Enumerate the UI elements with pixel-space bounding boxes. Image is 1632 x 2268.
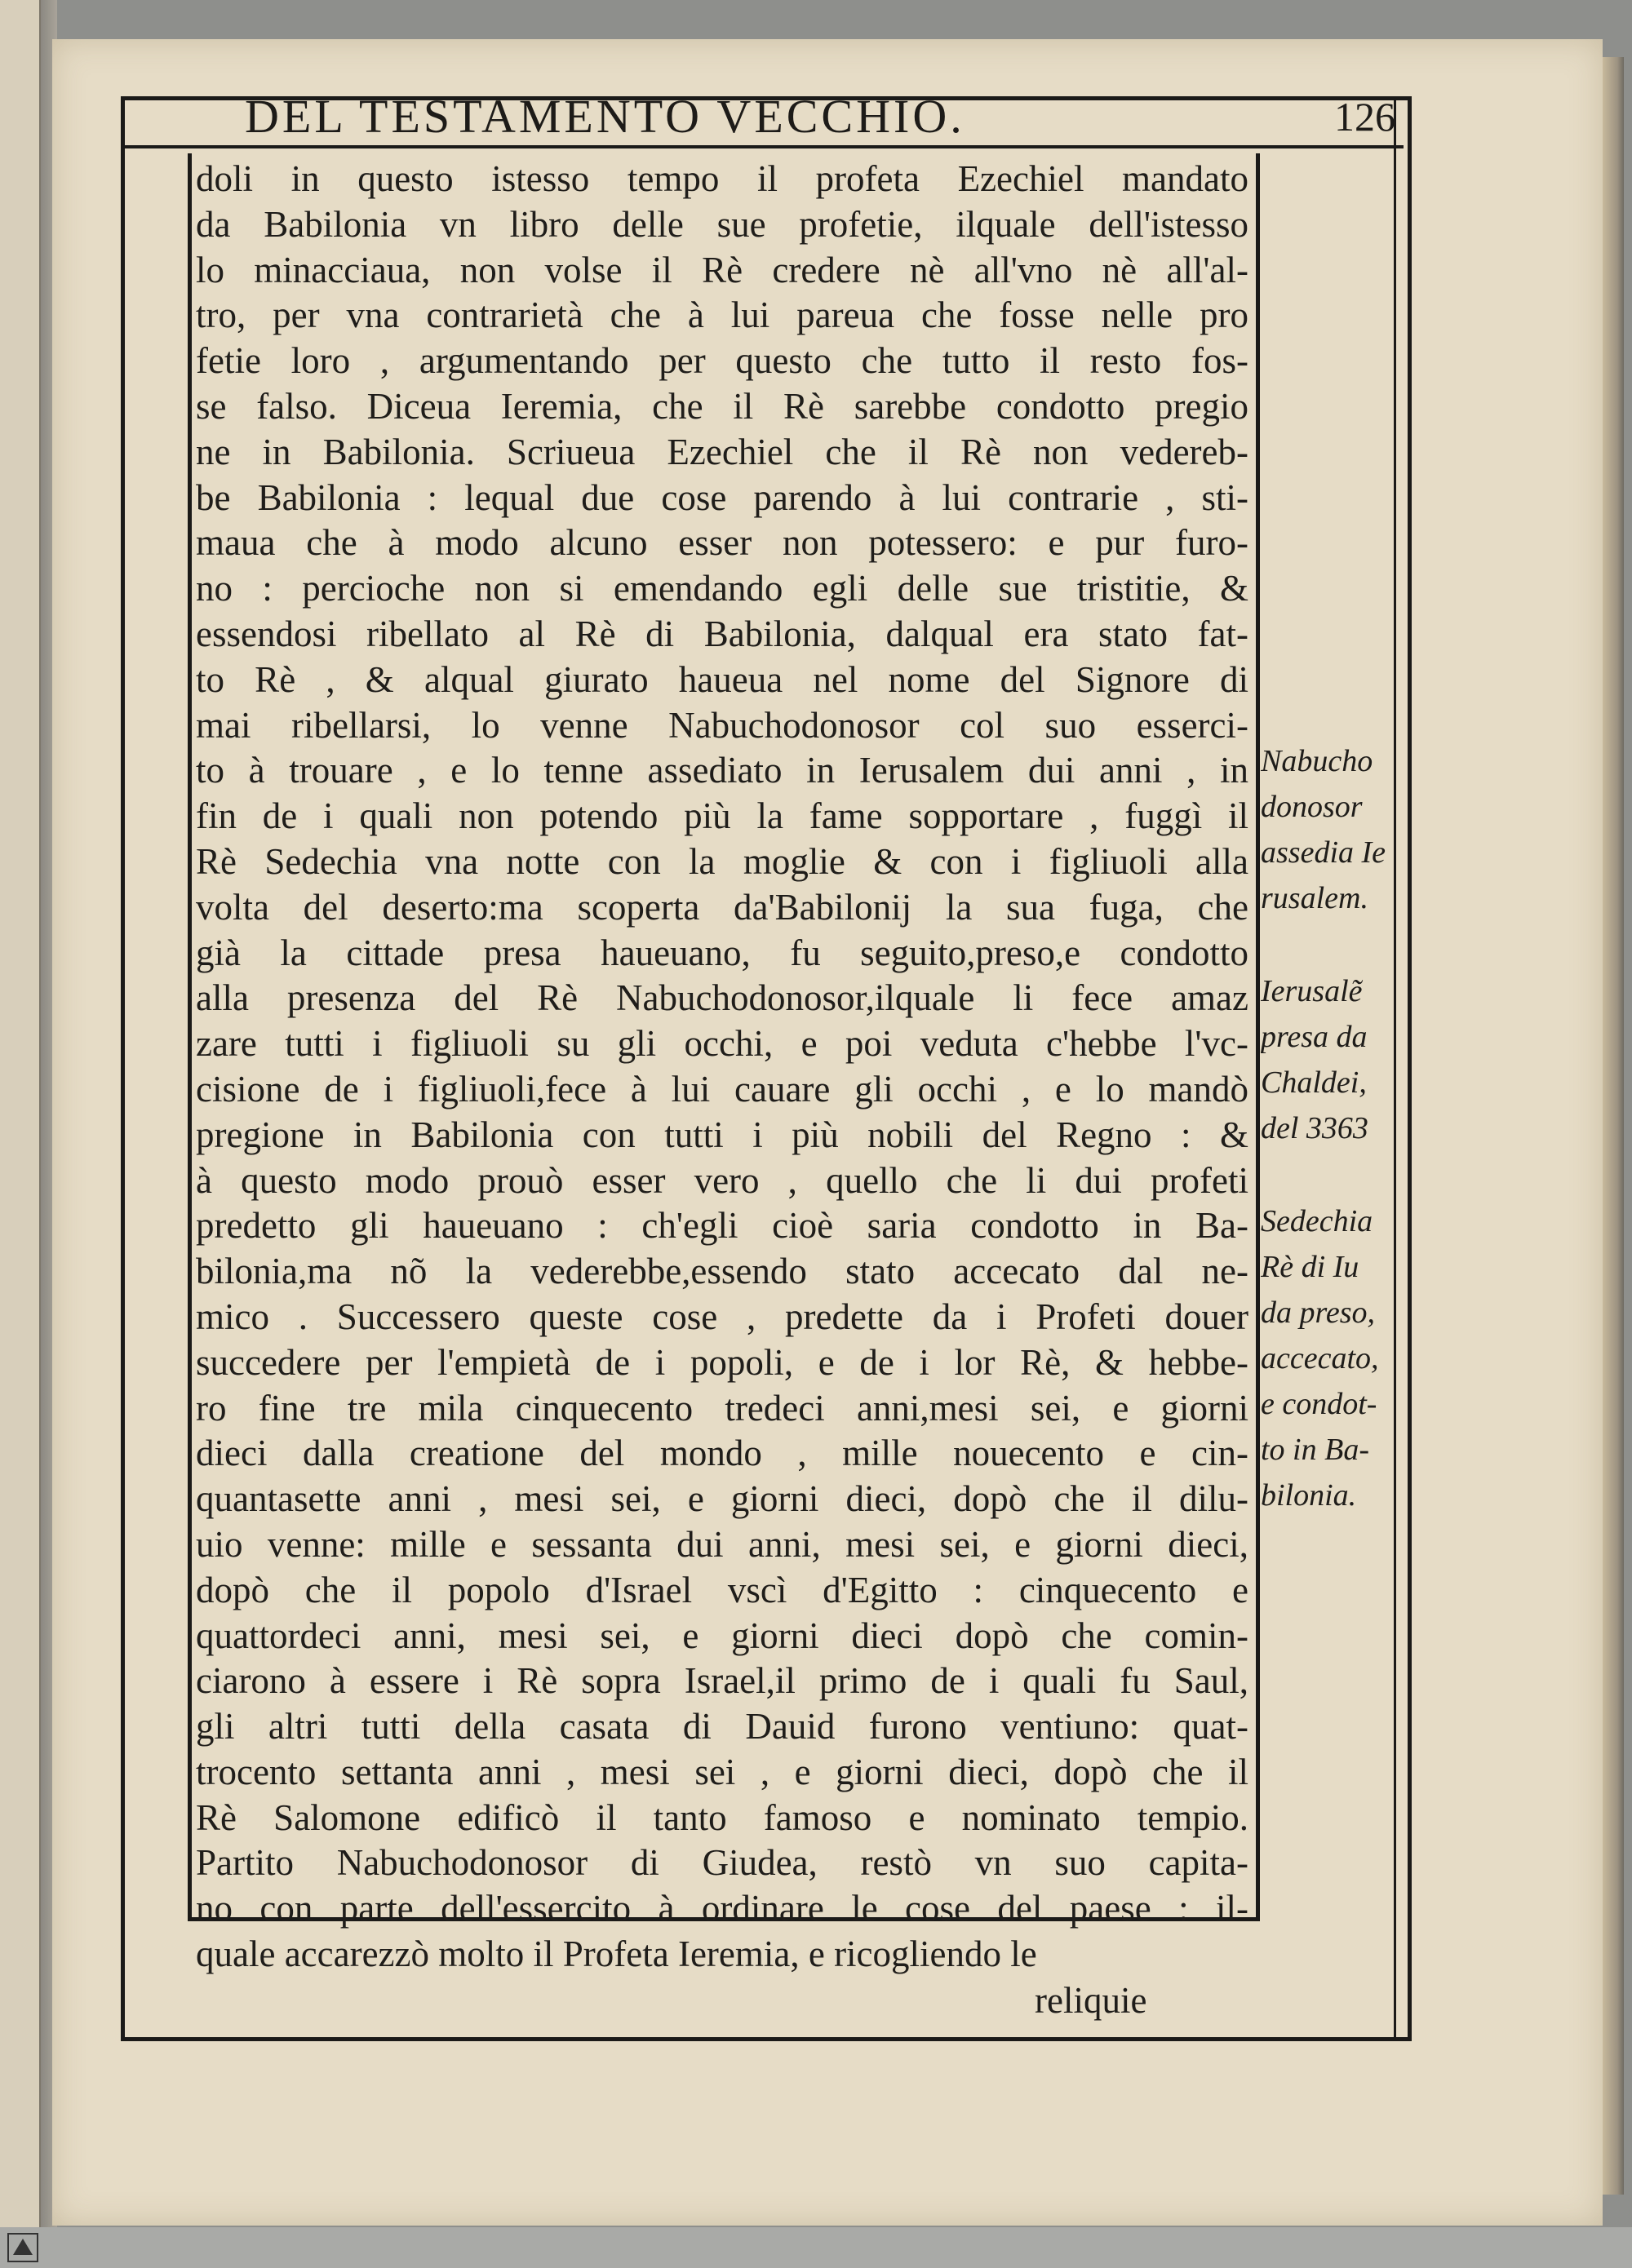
text-line: maua che à modo alcuno esser non potessero: e pur furo- <box>196 522 1248 564</box>
facing-page-edge <box>0 0 41 2227</box>
text-line: quattordeci anni, mesi sei, e giorni dieci dopò che comin- <box>196 1615 1248 1656</box>
text-line: dieci dalla creatione del mondo , mille nouecento e cin- <box>196 1433 1248 1474</box>
text-line: mico . Successero queste cose , predette da i Profeti douer <box>196 1296 1248 1337</box>
margin-note-line: donosor <box>1261 790 1363 824</box>
text-line: succedere per l'empietà de i popoli, e de i lor Rè, & hebbe- <box>196 1341 1248 1383</box>
text-line: à questo modo prouò esser vero , quello che li dui profeti <box>196 1159 1248 1201</box>
folio-number: 126 <box>1334 94 1395 140</box>
margin-note-line: Rè di Iu <box>1261 1250 1359 1284</box>
text-line: be Babilonia : lequal due cose parendo à lui contrarie , sti- <box>196 476 1248 518</box>
text-line: Partito Nabuchodonosor di Giudea, restò vn suo capita- <box>196 1842 1248 1884</box>
margin-note <box>1261 1198 1399 1518</box>
text-line: no con parte dell'essercito à ordinare le cose del paese : il- <box>196 1888 1248 1929</box>
margin-note <box>1261 738 1399 921</box>
margin-note-line: rusalem. <box>1261 881 1368 915</box>
margin-note-line: Sedechia <box>1261 1204 1373 1238</box>
catchword: reliquie <box>1035 1980 1147 2021</box>
text-line: mai ribellarsi, lo venne Nabuchodonosor col suo esserci- <box>196 704 1248 746</box>
text-line: no : percioche non si emendando egli delle sue tristitie, & <box>196 568 1248 609</box>
text-line: fetie loro , argumentando per questo che tutto il resto fos- <box>196 340 1248 382</box>
text-line: gli altri tutti della casata di Dauid furono ventiuno: quat- <box>196 1706 1248 1748</box>
marginal-notes <box>1261 738 1399 1566</box>
margin-note-line: bilonia. <box>1261 1478 1357 1513</box>
margin-note-line: da preso, <box>1261 1296 1376 1330</box>
margin-note-line: to in Ba- <box>1261 1433 1369 1467</box>
text-line: se falso. Diceua Ieremia, che il Rè sarebbe condotto pregio <box>196 385 1248 427</box>
text-line: zare tutti i figliuoli su gli occhi, e poi veduta c'hebbe l'vc- <box>196 1023 1248 1065</box>
text-line: fin de i quali non potendo più la fame sopportare , fuggì il <box>196 795 1248 837</box>
margin-note-line: accecato, <box>1261 1341 1379 1375</box>
text-line: dopò che il popolo d'Israel vscì d'Egitto : cinquecento e <box>196 1569 1248 1610</box>
text-line: to Rè , & alqual giurato haueua nel nome del Signore di <box>196 658 1248 700</box>
margin-note-line: e condot- <box>1261 1387 1377 1421</box>
margin-note-line: assedia Ie <box>1261 835 1386 870</box>
text-line: cisione de i figliuoli,fece à lui cauare gli occhi , e lo mandò <box>196 1068 1248 1110</box>
text-line: pregione in Babilonia con tutti i più nobili del Regno : & <box>196 1114 1248 1155</box>
text-line: predetto gli haueuano : ch'egli cioè saria condotto in Ba- <box>196 1205 1248 1247</box>
text-line: essendosi ribellato al Rè di Babilonia, dalqual era stato fat- <box>196 613 1248 654</box>
margin-note-line: Nabucho <box>1261 744 1373 778</box>
text-line: to à trouare , e lo tenne assediato in Ierusalem dui anni , in <box>196 750 1248 791</box>
text-line: alla presenza del Rè Nabuchodonosor,ilquale li fece amaz <box>196 977 1248 1019</box>
text-line: da Babilonia vn libro delle sue profetie, ilquale dell'istesso <box>196 203 1248 245</box>
margin-note-line: presa da <box>1261 1020 1368 1054</box>
text-line: Rè Salomone edificò il tanto famoso e nominato tempio. <box>196 1796 1248 1838</box>
text-line: doli in questo istesso tempo il profeta Ezechiel mandato <box>196 158 1248 199</box>
text-line: quantasette anni , mesi sei, e giorni dieci, dopò che il dilu- <box>196 1478 1248 1520</box>
margin-note-line: Ierusalẽ <box>1261 974 1363 1008</box>
text-line: lo minacciaua, non volse il Rè credere nè all'vno nè all'al- <box>196 249 1248 290</box>
text-line: volta del deserto:ma scoperta da'Babilonij la sua fuga, che <box>196 886 1248 928</box>
scan-bottom-strip <box>0 2227 1632 2268</box>
library-seal-icon <box>5 2230 41 2265</box>
text-line: Rè Sedechia vna notte con la moglie & con i figliuoli alla <box>196 840 1248 882</box>
text-line: uio venne: mille e sessanta dui anni, mesi sei, e giorni dieci, <box>196 1523 1248 1565</box>
text-line: trocento settanta anni , mesi sei , e giorni dieci, dopò che il <box>196 1751 1248 1792</box>
header-rule <box>121 145 1404 148</box>
text-line: quale accarezzò molto il Profeta Ieremia, e ricogliendo le <box>196 1934 1037 1975</box>
margin-note-line: del 3363 <box>1261 1111 1368 1145</box>
margin-note-line: Chaldei, <box>1261 1065 1367 1100</box>
text-line: già la cittade presa haueuano, fu seguito,preso,e condotto <box>196 932 1248 973</box>
margin-note <box>1261 968 1399 1151</box>
text-line: ro fine tre mila cinquecento tredeci anni,mesi sei, e giorni <box>196 1387 1248 1429</box>
main-text-block <box>196 157 1248 1978</box>
text-line: tro, per vna contrarietà che à lui pareua che fosse nelle pro <box>196 295 1248 336</box>
page-fore-edge <box>1603 57 1624 2195</box>
text-line: ciarono à essere i Rè sopra Israel,il primo de i quali fu Saul, <box>196 1660 1248 1702</box>
text-line: ne in Babilonia. Scriueua Ezechiel che il Rè non vedereb- <box>196 431 1248 472</box>
text-line: bilonia,ma nõ la vederebbe,essendo stato accecato dal ne- <box>196 1251 1248 1292</box>
running-title: DEL TESTAMENTO VECCHIO. <box>245 90 965 143</box>
